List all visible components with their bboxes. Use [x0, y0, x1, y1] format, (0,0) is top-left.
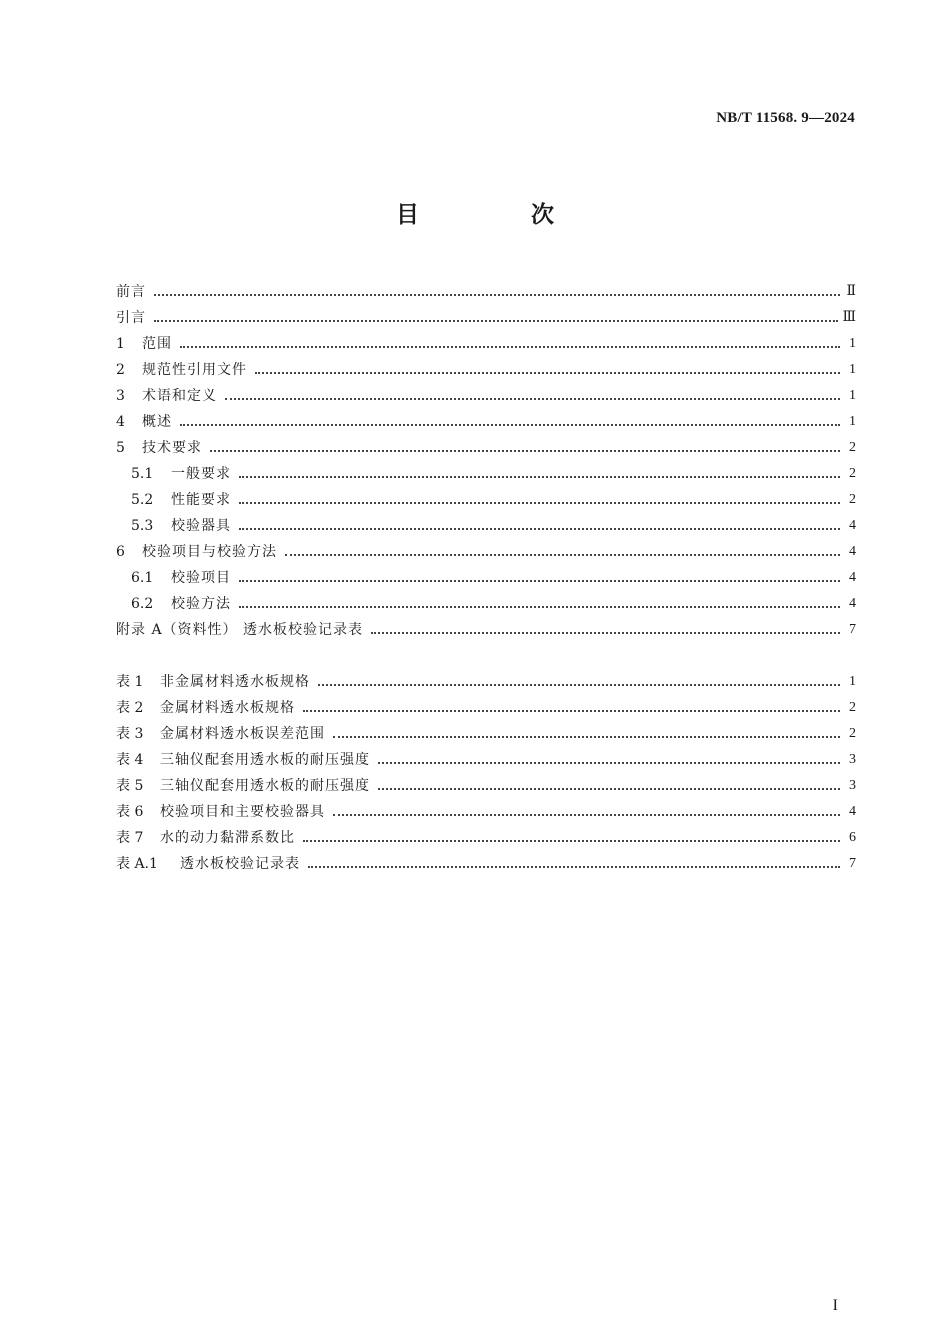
contents-entry-label: [116, 412, 172, 432]
contents-entry-page: 4: [849, 544, 856, 559]
contents-entry-page: 7: [849, 622, 856, 637]
contents-entry-page: Ⅲ: [842, 310, 856, 325]
tables-entry-label: [116, 724, 325, 744]
contents-entry-text: 校验项目与校验方法: [142, 544, 277, 560]
contents-entry-text: 一般要求: [171, 466, 231, 482]
tables-entry-label: [116, 776, 370, 796]
contents-entry-page: 2: [849, 466, 856, 481]
contents-entry[interactable]: [116, 588, 856, 614]
contents-entry-number: 2: [116, 362, 125, 378]
tables-entry-page: 3: [849, 778, 856, 793]
contents-entry-text: 校验方法: [171, 596, 231, 612]
page-title: 目 次: [395, 202, 606, 228]
contents-entry-text: 校验项目: [171, 570, 231, 586]
contents-entry[interactable]: [116, 562, 856, 588]
contents-entry-text: 校验器具: [171, 518, 231, 534]
contents-entry[interactable]: [116, 536, 856, 562]
tables-entry-text: 金属材料透水板误差范围: [160, 726, 325, 742]
tables-entry-number: 表 4: [116, 752, 144, 768]
contents-entry[interactable]: [116, 432, 856, 458]
tables-entry-number: 表 3: [116, 726, 144, 742]
contents-entry[interactable]: [116, 328, 856, 354]
contents-entry[interactable]: [116, 380, 856, 406]
tables-entry-text: 校验项目和主要校验器具: [160, 804, 325, 820]
dot-leader: [239, 579, 840, 582]
contents-entry-number: 1: [116, 336, 125, 352]
contents-entry-text: 引言: [116, 310, 146, 326]
tables-entry-text: 金属材料透水板规格: [160, 700, 295, 716]
contents-entry-label: [131, 464, 231, 484]
standard-number: NB/T 11568. 9—2024: [716, 110, 855, 126]
dot-leader: [239, 527, 840, 530]
tables-entry-label: [116, 802, 325, 822]
tables-entry-label: [116, 672, 310, 692]
contents-entry-number: 5.3: [131, 518, 154, 534]
contents-entry-text: 技术要求: [142, 440, 202, 456]
tables-entry-page: 4: [849, 804, 856, 819]
contents-entry-text: 术语和定义: [142, 388, 217, 404]
tables-list: [116, 666, 856, 874]
tables-entry-text: 透水板校验记录表: [180, 856, 300, 872]
contents-entry-page: 2: [849, 492, 856, 507]
contents-entry-number: 3: [116, 388, 125, 404]
contents-entry-page: Ⅱ: [846, 284, 856, 299]
contents-entry-page: 1: [849, 414, 856, 429]
contents-entry-label: [116, 360, 247, 380]
contents-entry-label: [116, 334, 172, 354]
contents-entry-label: [116, 620, 363, 640]
contents-entry-page: 2: [849, 440, 856, 455]
tables-entry-number: 表 1: [116, 674, 144, 690]
tables-entry-text: 水的动力黏滞系数比: [160, 830, 295, 846]
contents-entry-text: 前言: [116, 284, 146, 300]
contents-entry-label: [131, 594, 231, 614]
tables-entry-page: 6: [849, 830, 856, 845]
dot-leader: [303, 709, 840, 712]
tables-entry[interactable]: [116, 744, 856, 770]
tables-entry-page: 2: [849, 726, 856, 741]
dot-leader: [154, 293, 840, 296]
dot-leader: [225, 397, 840, 400]
contents-entry-number: 5.1: [131, 466, 154, 482]
contents-entry-text: 范围: [142, 336, 172, 352]
contents-entry-page: 4: [849, 596, 856, 611]
dot-leader: [210, 449, 840, 452]
contents-entry[interactable]: [116, 614, 856, 640]
contents-entry-label: [116, 542, 277, 562]
contents-entry[interactable]: [116, 484, 856, 510]
tables-entry-page: 3: [849, 752, 856, 767]
page-number: I: [832, 1297, 838, 1314]
contents-entry-text: 概述: [142, 414, 172, 430]
tables-entry-number: 表 2: [116, 700, 144, 716]
contents-entry-page: 1: [849, 336, 856, 351]
contents-entry-label: [131, 516, 231, 536]
dot-leader: [285, 553, 840, 556]
tables-entry-page: 7: [849, 856, 856, 871]
tables-entry-number: 表 7: [116, 830, 144, 846]
tables-entry[interactable]: [116, 770, 856, 796]
tables-entry-number: 表 5: [116, 778, 144, 794]
tables-entry-label: [116, 828, 295, 848]
contents-entry[interactable]: [116, 510, 856, 536]
tables-entry-page: 2: [849, 700, 856, 715]
tables-entry-text: 非金属材料透水板规格: [160, 674, 310, 690]
tables-entry-text: 三轴仪配套用透水板的耐压强度: [160, 778, 370, 794]
contents-entry-label: [131, 568, 231, 588]
contents-entry[interactable]: [116, 302, 856, 328]
dot-leader: [239, 501, 840, 504]
tables-entry-number: 表 6: [116, 804, 144, 820]
tables-entry[interactable]: [116, 796, 856, 822]
contents-entry[interactable]: [116, 354, 856, 380]
dot-leader: [318, 683, 840, 686]
dot-leader: [308, 865, 840, 868]
contents-entry-text: 规范性引用文件: [142, 362, 247, 378]
tables-entry[interactable]: [116, 848, 856, 874]
dot-leader: [333, 735, 840, 738]
contents-entry-label: [131, 490, 231, 510]
contents-entry-number: 6: [116, 544, 125, 560]
tables-entry[interactable]: [116, 822, 856, 848]
contents-entry-label: [116, 386, 217, 406]
contents-entry-number: 5: [116, 440, 125, 456]
contents-entry-text: 附录 A（资料性） 透水板校验记录表: [116, 622, 364, 638]
contents-entry-page: 1: [849, 362, 856, 377]
tables-entry-label: [116, 750, 370, 770]
contents-entry-label: [116, 438, 202, 458]
contents-entry-label: [116, 308, 146, 328]
tables-entry-label: [116, 854, 300, 874]
contents-entry-page: 4: [849, 518, 856, 533]
contents-entry-text: 性能要求: [171, 492, 231, 508]
dot-leader: [303, 839, 840, 842]
contents-entry-number: 5.2: [131, 492, 154, 508]
dot-leader: [333, 813, 840, 816]
contents-entry-number: 6.2: [131, 596, 154, 612]
dot-leader: [154, 319, 838, 322]
tables-entry-number: 表 A.1: [116, 856, 158, 872]
contents-entry[interactable]: [116, 406, 856, 432]
dot-leader: [255, 371, 840, 374]
tables-entry-page: 1: [849, 674, 856, 689]
tables-entry-label: [116, 698, 295, 718]
dot-leader: [180, 345, 840, 348]
tables-entry[interactable]: [116, 666, 856, 692]
tables-entry[interactable]: [116, 692, 856, 718]
tables-entry-text: 三轴仪配套用透水板的耐压强度: [160, 752, 370, 768]
tables-entry[interactable]: [116, 718, 856, 744]
dot-leader: [378, 761, 840, 764]
contents-entry-number: 6.1: [131, 570, 154, 586]
dot-leader: [180, 423, 840, 426]
contents-entry-number: 4: [116, 414, 125, 430]
dot-leader: [239, 475, 840, 478]
dot-leader: [378, 787, 840, 790]
contents-entry[interactable]: [116, 276, 856, 302]
contents-entry[interactable]: [116, 458, 856, 484]
contents-entry-page: 1: [849, 388, 856, 403]
contents-list: [116, 276, 856, 640]
dot-leader: [239, 605, 840, 608]
contents-entry-page: 4: [849, 570, 856, 585]
contents-entry-label: [116, 282, 146, 302]
dot-leader: [371, 631, 840, 634]
